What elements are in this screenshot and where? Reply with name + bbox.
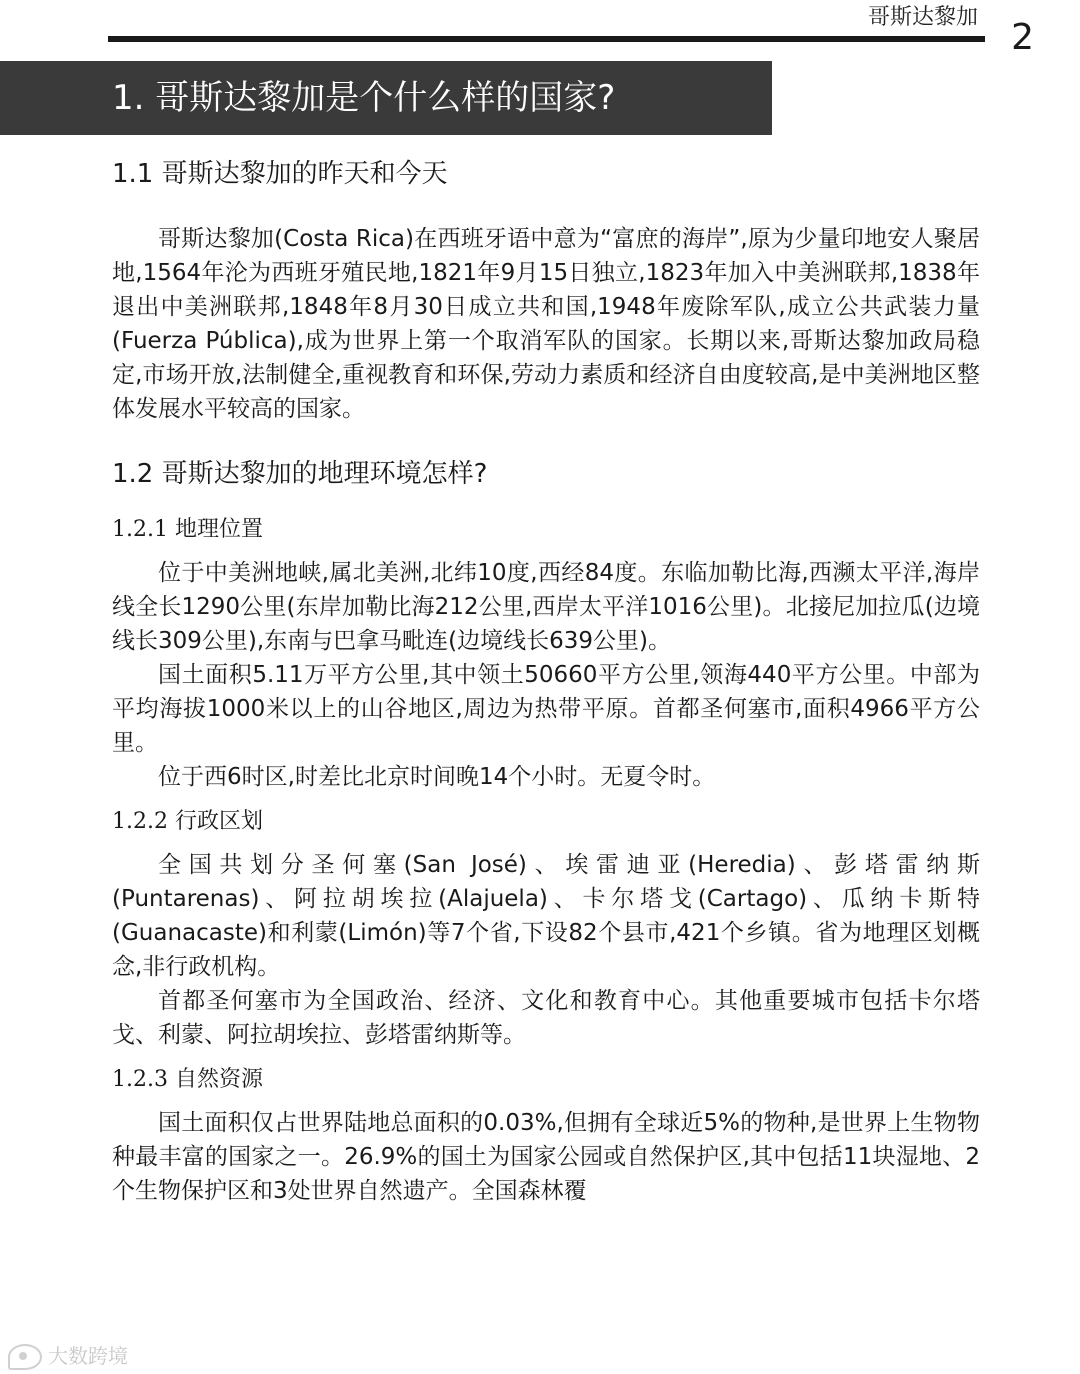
watermark-logo-icon	[8, 1344, 42, 1370]
admin-division-paragraph-2: 首都圣何塞市为全国政治、经济、文化和教育中心。其他重要城市包括卡尔塔戈、利蒙、阿拉胡埃拉、彭塔雷纳斯等。	[112, 988, 980, 1048]
admin-division-paragraph-1: 全国共划分圣何塞(San José)、埃雷迪亚(Heredia)、彭塔雷纳斯(Puntarenas)、阿拉胡埃拉(Alajuela)、卡尔塔戈(Cartago)、瓜纳卡斯特(Guanacaste)和利蒙(Limón)等7个省,下设82个县市,421个乡镇。省为地理区划概念,非行政机构。	[112, 852, 980, 980]
subsection-heading-1-2-2: 1.2.2 行政区划	[112, 809, 263, 834]
page-number: 2	[1011, 17, 1034, 58]
section-1-1-paragraph: 哥斯达黎加(Costa Rica)在西班牙语中意为“富庶的海岸”,原为少量印地安人聚居地,1564年沦为西班牙殖民地,1821年9月15日独立,1823年加入中美洲联邦,1838年退出中美洲联邦,1848年8月30日成立共和国,1948年废除军队,成立公共武装力量(Fuerza Pública),成为世界上第一个取消军队的国家。长期以来,哥斯达黎加政局稳定,市场开放,法制健全,重视教育和环保,劳动力素质和经济自由度较高,是中美洲地区整体发展水平较高的国家。	[112, 226, 980, 422]
subsection-heading-1-2-3: 1.2.3 自然资源	[112, 1067, 263, 1092]
page-content	[112, 152, 980, 1208]
section-heading-1-1: 1.1 哥斯达黎加的昨天和今天	[112, 159, 448, 189]
subsection-heading-1-2-1: 1.2.1 地理位置	[112, 517, 263, 542]
chapter-banner	[0, 61, 772, 135]
geo-location-paragraph-1: 位于中美洲地峡,属北美洲,北纬10度,西经84度。东临加勒比海,西濒太平洋,海岸线全长1290公里(东岸加勒比海212公里,西岸太平洋1016公里)。北接尼加拉瓜(边境线长309公里),东南与巴拿马毗连(边境线长639公里)。	[112, 560, 980, 654]
section-heading-1-2: 1.2 哥斯达黎加的地理环境怎样?	[112, 459, 488, 489]
geo-location-paragraph-3: 位于西6时区,时差比北京时间晚14个小时。无夏令时。	[158, 764, 716, 790]
natural-resources-paragraph-1: 国土面积仅占世界陆地总面积的0.03%,但拥有全球近5%的物种,是世界上生物物种最丰富的国家之一。26.9%的国土为国家公园或自然保护区,其中包括11块湿地、2个生物保护区和3处世界自然遗产。全国森林覆	[112, 1110, 980, 1204]
header-rule	[108, 36, 985, 42]
chapter-title: 1. 哥斯达黎加是个什么样的国家?	[112, 78, 616, 118]
watermark-text: 大数跨境	[48, 1343, 128, 1368]
running-head: 哥斯达黎加	[867, 5, 978, 30]
geo-location-paragraph-2: 国土面积5.11万平方公里,其中领土50660平方公里,领海440平方公里。中部为平均海拔1000米以上的山谷地区,周边为热带平原。首都圣何塞市,面积4966平方公里。	[112, 662, 980, 756]
watermark	[8, 1342, 128, 1371]
